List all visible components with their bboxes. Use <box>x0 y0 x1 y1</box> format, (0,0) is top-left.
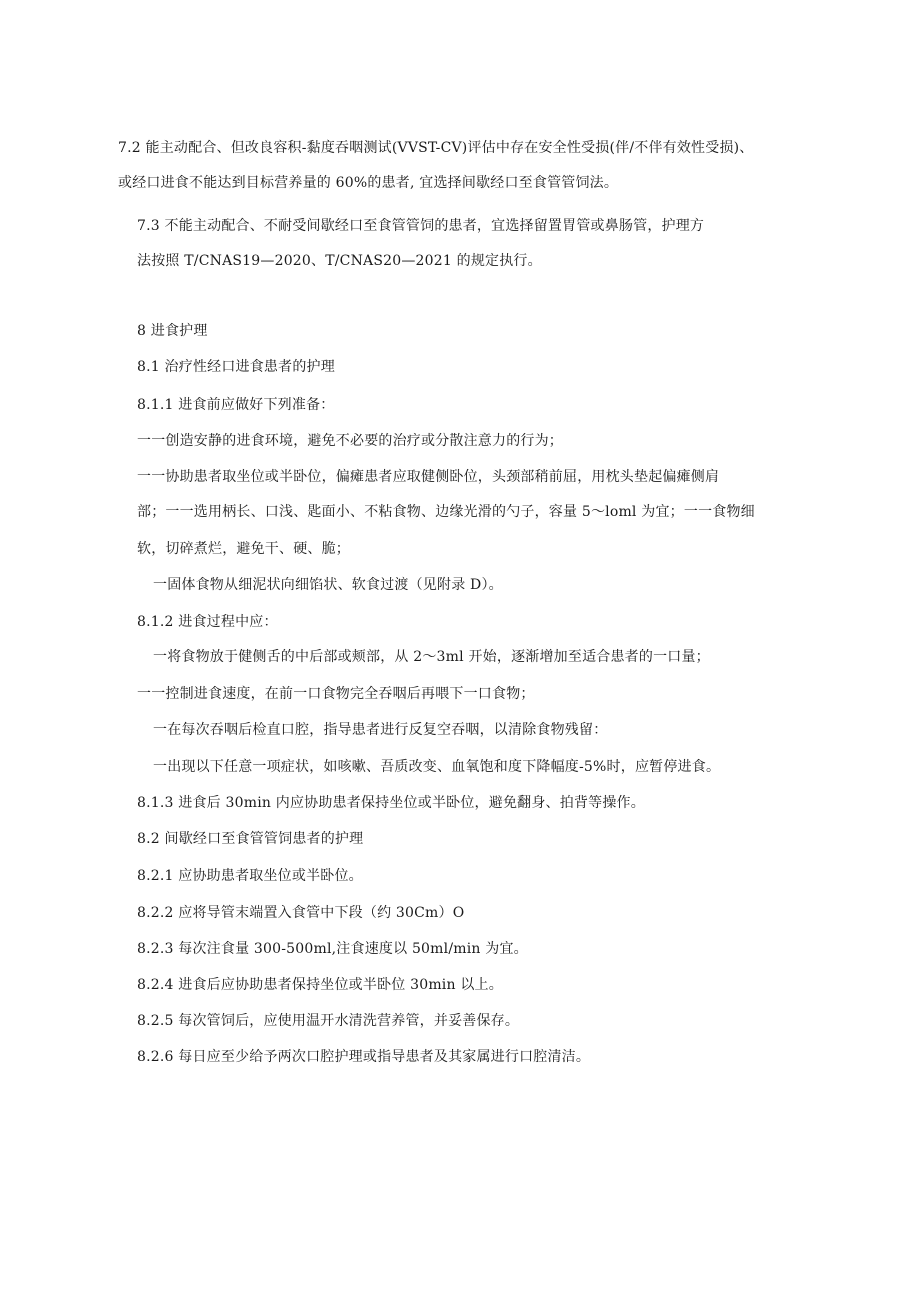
list-item-mouth-check: 一在每次吞咽后检直口腔，指导患者进行反复空吞咽，以清除食物残留： <box>153 722 608 738</box>
clause-8-2-4: 8.2.4 进食后应协助患者保持坐位或半卧位 30min 以上。 <box>137 977 503 993</box>
list-item-eating-speed: 一一控制进食速度，在前一口食物完全吞咽后再喂下一口食物； <box>137 686 535 702</box>
clause-8-1-1: 8.1.1 进食前应做好下列准备： <box>137 397 335 413</box>
list-item-solid-food: 一固体食物从细泥状向细馅状、软食过渡（见附录 D）。 <box>153 577 503 593</box>
section-heading-8: 8 进食护理 <box>137 323 208 339</box>
subsection-heading-8-1: 8.1 治疗性经口进食患者的护理 <box>137 359 335 375</box>
list-item-stop-eating: 一出现以下任意一项症状，如咳嗽、吾质改变、血氧饱和度下降幅度-5%时，应暂停进食。 <box>153 759 721 775</box>
subsection-heading-8-2: 8.2 间歇经口至食管管饲患者的护理 <box>137 831 364 847</box>
list-item-food-placement: 一将食物放于健侧舌的中后部或颊部，从 2～3ml 开始，逐渐增加至适合患者的一口量； <box>153 649 710 665</box>
paragraph-7-3-line-2: 法按照 T/CNAS19—2020、T/CNAS20—2021 的规定执行。 <box>137 253 542 269</box>
paragraph-7-2-line-1: 7.2 能主动配合、但改良容积-黏度吞咽测试(VVST-CV)评估中存在安全性受损(伴/不伴有效性受损)、 <box>118 140 754 156</box>
clause-8-1-3: 8.1.3 进食后 30min 内应协助患者保持坐位或半卧位，避免翻身、拍背等操作。 <box>137 795 645 811</box>
list-item-food-texture: 软，切碎煮烂，避免干、硬、脆； <box>137 541 350 557</box>
clause-8-2-5: 8.2.5 每次管饲后，应使用温开水清洗营养管，并妥善保存。 <box>137 1013 520 1029</box>
list-item-position-line-2: 部；一一选用柄长、口浅、匙面小、不粘食物、边缘光滑的勺子，容量 5～loml 为宜；一一食物细 <box>137 504 755 520</box>
clause-8-2-1: 8.2.1 应协助患者取坐位或半卧位。 <box>137 868 363 884</box>
list-item-environment: 一一创造安静的进食环境，避免不必要的治疗或分散注意力的行为； <box>137 433 563 449</box>
paragraph-7-3-line-1: 7.3 不能主动配合、不耐受间歇经口至食管管饲的患者，宜选择留置胃管或鼻肠管，护理方 <box>137 218 705 234</box>
list-item-position-line-1: 一一协助患者取坐位或半卧位，偏瘫患者应取健侧卧位，头颈部稍前屈，用枕头垫起偏瘫侧肩 <box>137 469 720 485</box>
clause-8-1-2: 8.1.2 进食过程中应： <box>137 614 278 630</box>
clause-8-2-3: 8.2.3 每次注食量 300-500ml,注食速度以 50ml/min 为宜。 <box>137 941 528 957</box>
paragraph-7-2-line-2: 或经口进食不能达到目标营养量的 60%的患者, 宜选择间歇经口至食管管饲法。 <box>118 175 619 191</box>
clause-8-2-6: 8.2.6 每日应至少给予两次口腔护理或指导患者及其家属进行口腔清洁。 <box>137 1049 591 1065</box>
clause-8-2-2: 8.2.2 应将导管末端置入食管中下段（约 30Cm）O <box>137 905 465 921</box>
